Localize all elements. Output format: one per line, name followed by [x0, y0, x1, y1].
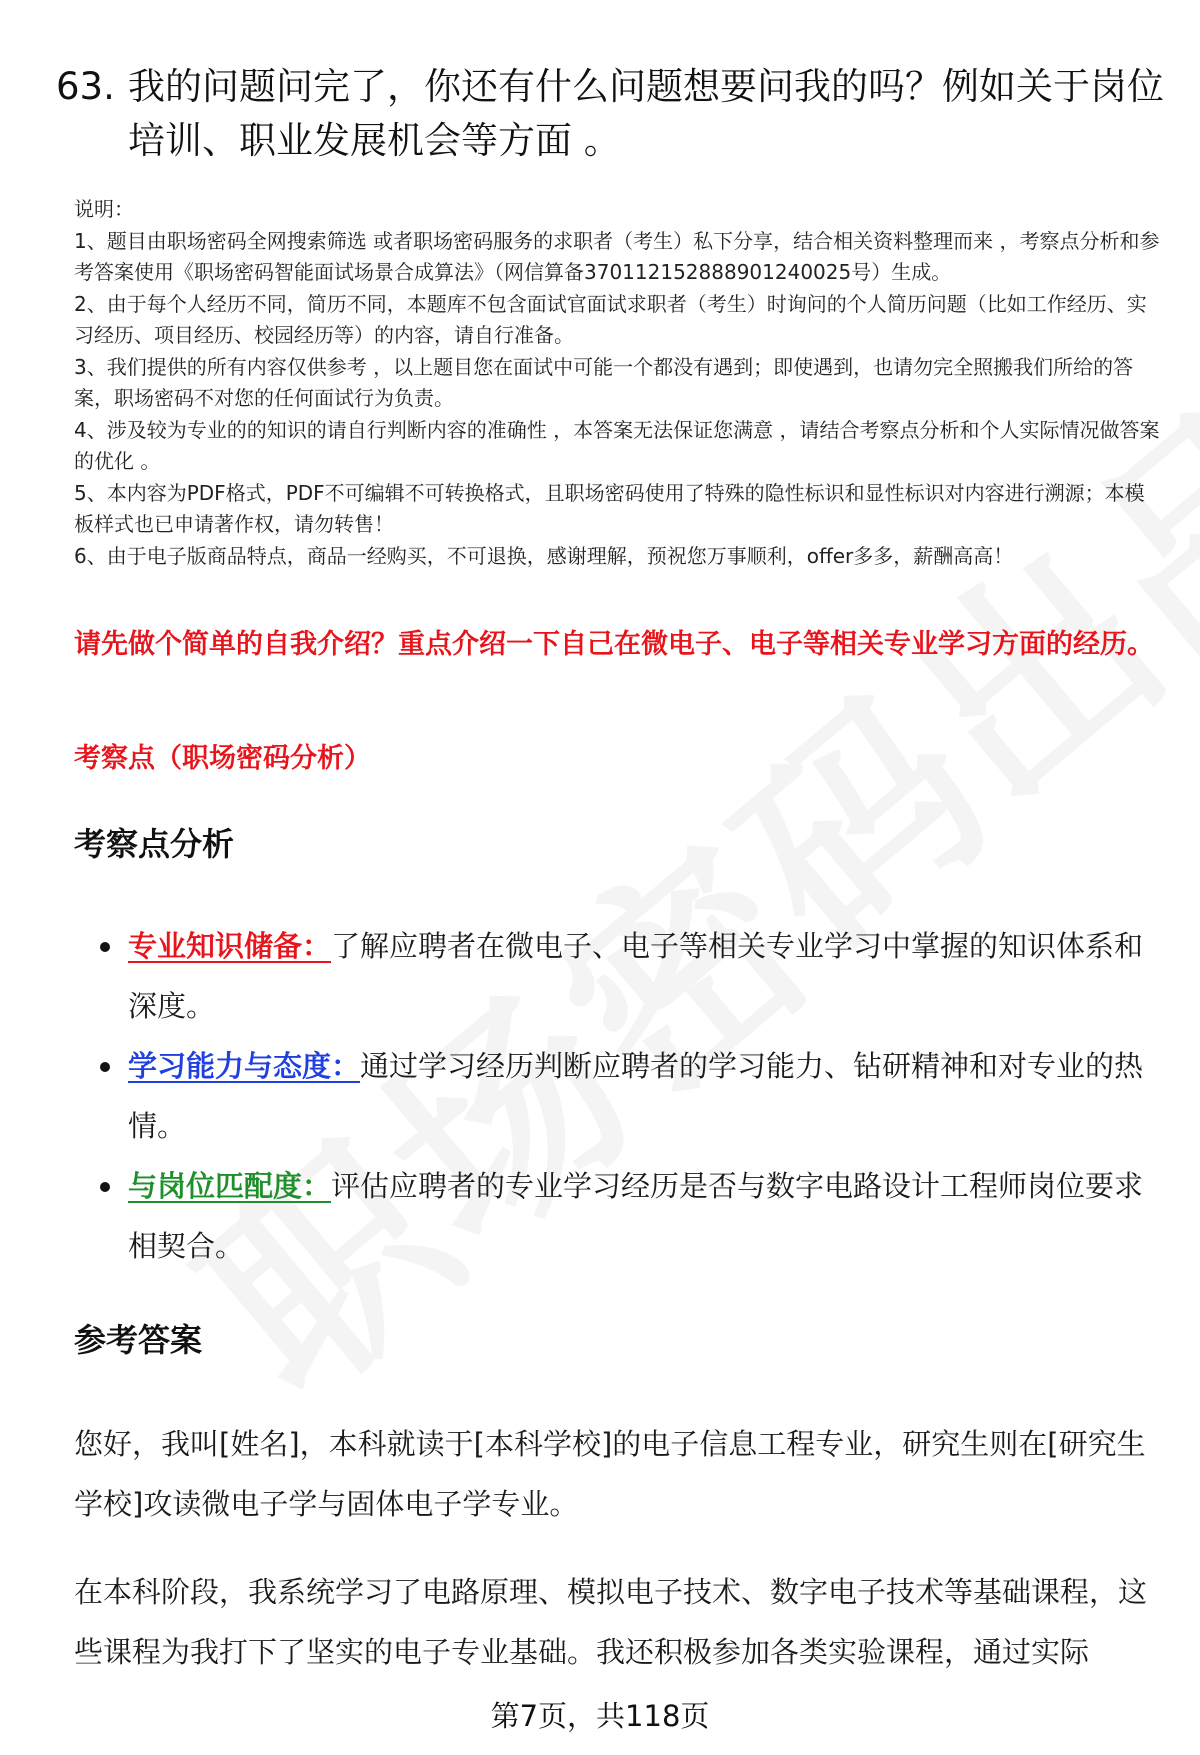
- point-key: 学习能力与态度：: [128, 1049, 361, 1083]
- analysis-point: [100, 1036, 1160, 1156]
- point-text: 了解应聘者在微电子、电子等相关专业学习中掌握的知识体系和深度。: [128, 929, 1144, 1023]
- analysis-point: [100, 916, 1160, 1036]
- bullet-dot-icon: [100, 1062, 110, 1072]
- notes-item: 3、我们提供的所有内容仅供参考 ，以上题目您在面试中可能一个都没有遇到；即使遇到，也请勿完全照搬我们所给的答案，职场密码不对您的任何面试行为负责。: [74, 354, 1134, 410]
- question-number: 63.: [56, 65, 115, 108]
- interview-question: 请先做个简单的自我介绍？重点介绍一下自己在微电子、电子等相关专业学习方面的经历。: [74, 629, 1154, 660]
- notes-item: 1、题目由职场密码全网搜索筛选 或者职场密码服务的求职者（考生）私下分享，结合相关资料整理而来 ，考察点分析和参考答案使用《职场密码智能面试场景合成算法》（网信算备370112152888901240025号）生成。: [74, 228, 1160, 284]
- analysis-point: [100, 1156, 1160, 1276]
- notes-section: [74, 194, 1164, 572]
- notes-item: 5、本内容为PDF格式，PDF不可编辑不可转换格式，且职场密码使用了特殊的隐性标识和显性标识对内容进行溯源；本模板样式也已申请著作权，请勿转售！: [74, 480, 1145, 536]
- notes-heading: 说明：: [74, 197, 134, 221]
- point-key: 与岗位匹配度：: [128, 1169, 332, 1203]
- answer-heading: 参考答案: [74, 1321, 203, 1359]
- point-key: 专业知识储备：: [128, 929, 332, 963]
- answer-paragraph: 在本科阶段，我系统学习了电路原理、模拟电子技术、数字电子技术等基础课程，这些课程为我打下了坚实的电子专业基础。我还积极参加各类实验课程，通过实际: [74, 1575, 1148, 1669]
- bullet-dot-icon: [100, 1182, 110, 1192]
- answer-paragraph: 您好，我叫[姓名]，本科就读于[本科学校]的电子信息工程专业，研究生则在[研究生学校]攻读微电子学与固体电子学专业。: [74, 1427, 1146, 1521]
- question-text: 我的问题问完了，你还有什么问题想要问我的吗？例如关于岗位培训、职业发展机会等方面 。: [128, 65, 1164, 162]
- analysis-label: 考察点（职场密码分析）: [74, 743, 371, 774]
- notes-item: 2、由于每个人经历不同，简历不同，本题库不包含面试官面试求职者（考生）时询问的个人简历问题（比如工作经历、实习经历、项目经历、校园经历等）的内容，请自行准备。: [74, 291, 1147, 347]
- bullet-dot-icon: [100, 942, 110, 952]
- point-text: 评估应聘者的专业学习经历是否与数字电路设计工程师岗位要求相契合。: [128, 1169, 1144, 1263]
- page-footer: 第7页，共118页: [490, 1699, 710, 1733]
- notes-item: 6、由于电子版商品特点，商品一经购买，不可退换，感谢理解，预祝您万事顺利，offer多多，薪酬高高！: [74, 543, 1014, 568]
- notes-item: 4、涉及较为专业的的知识的请自行判断内容的准确性 ，本答案无法保证您满意 ，请结合考察点分析和个人实际情况做答案的优化 。: [74, 417, 1160, 473]
- analysis-heading: 考察点分析: [74, 825, 235, 863]
- analysis-points: [100, 916, 1160, 1276]
- point-text: 通过学习经历判断应聘者的学习能力、钻研精神和对专业的热情。: [128, 1049, 1144, 1143]
- question-title: [56, 60, 1166, 168]
